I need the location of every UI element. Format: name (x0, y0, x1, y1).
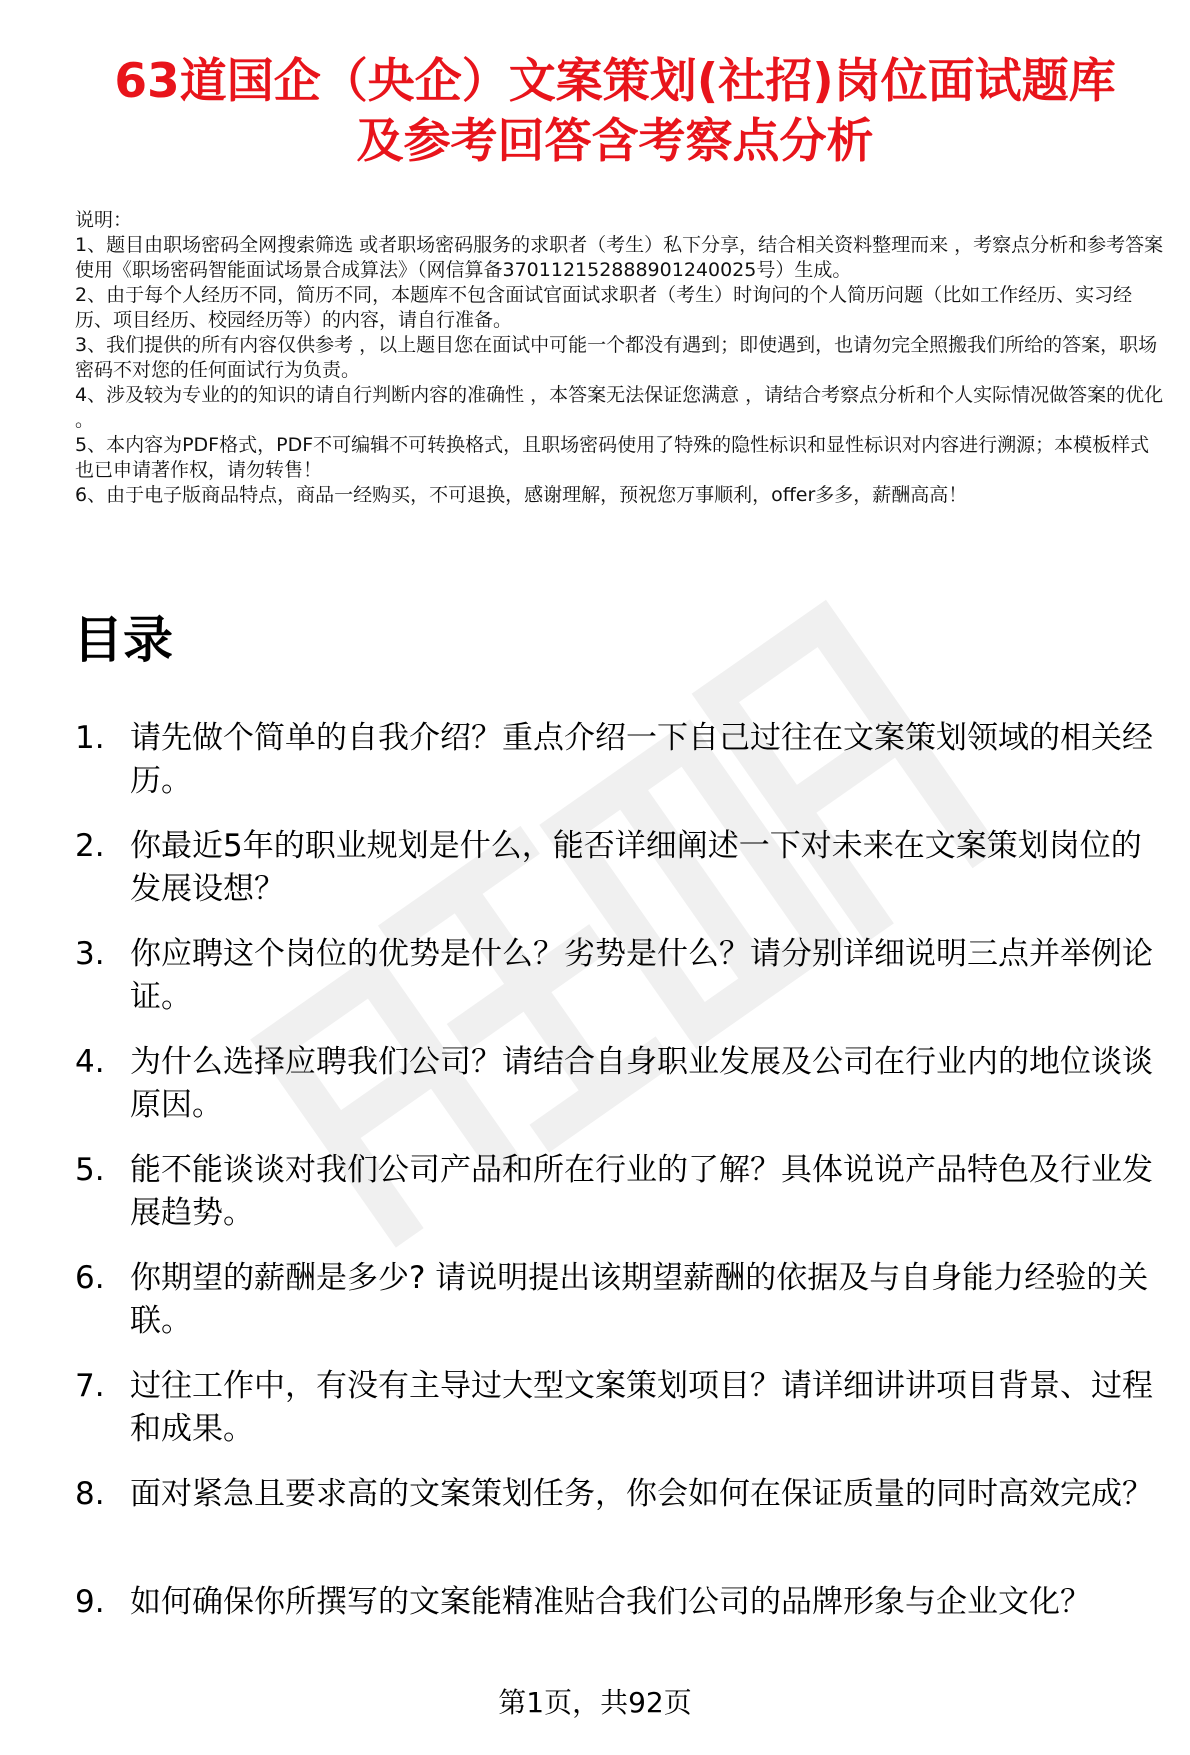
note-item: 2、由于每个人经历不同，简历不同，本题库不包含面试官面试求职者（考生）时询问的个人简历问题（比如工作经历、实习经历、项目经历、校园经历等）的内容，请自行准备。 (75, 284, 1133, 331)
notes-section (75, 208, 1165, 508)
toc-item-number: 9. (75, 1584, 105, 1620)
toc-item-text: 面对紧急且要求高的文案策划任务，你会如何在保证质量的同时高效完成？ (130, 1476, 1153, 1512)
toc-item-text: 你最近5年的职业规划是什么，能否详细阐述一下对未来在文案策划岗位的发展设想？ (130, 828, 1142, 907)
toc-item-number: 6. (75, 1260, 105, 1296)
toc-item[interactable] (75, 825, 1170, 933)
toc-item[interactable] (75, 1041, 1170, 1149)
note-item: 5、本内容为PDF格式，PDF不可编辑不可转换格式，且职场密码使用了特殊的隐性标识和显性标识对内容进行溯源；本模板样式也已申请著作权，请勿转售！ (75, 434, 1150, 481)
note-item: 4、涉及较为专业的的知识的请自行判断内容的准确性 ，本答案无法保证您满意 ，请结合考察点分析和个人实际情况做答案的优化 。 (75, 384, 1164, 431)
toc-item-text: 能不能谈谈对我们公司产品和所在行业的了解？具体说说产品特色及行业发展趋势。 (130, 1152, 1153, 1231)
toc-item-number: 3. (75, 936, 105, 972)
toc-item[interactable] (75, 1365, 1170, 1473)
title-line-1: 63道国企（央企）文案策划(社招)岗位面试题库 (114, 54, 1116, 109)
toc-item-number: 5. (75, 1152, 105, 1188)
toc-item-number: 8. (75, 1476, 105, 1512)
document-title (60, 52, 1170, 172)
toc-item[interactable] (75, 1257, 1170, 1365)
title-line-2: 及参考回答含考察点分析 (356, 114, 874, 169)
toc-item[interactable] (75, 717, 1170, 825)
toc-item[interactable] (75, 1473, 1170, 1581)
note-item: 3、我们提供的所有内容仅供参考 ，以上题目您在面试中可能一个都没有遇到；即使遇到，也请勿完全照搬我们所给的答案，职场密码不对您的任何面试行为负责。 (75, 334, 1158, 381)
toc-item-number: 2. (75, 828, 105, 864)
page-number-footer: 第1页，共92页 (498, 1686, 692, 1719)
toc-item-text: 你期望的薪酬是多少? 请说明提出该期望薪酬的依据及与自身能力经验的关联。 (130, 1260, 1149, 1339)
note-item: 6、由于电子版商品特点，商品一经购买，不可退换，感谢理解，预祝您万事顺利，offer多多，薪酬高高！ (75, 484, 968, 506)
toc-item[interactable] (75, 933, 1170, 1041)
toc-item-text: 为什么选择应聘我们公司？请结合自身职业发展及公司在行业内的地位谈谈原因。 (130, 1044, 1153, 1123)
toc-list (75, 717, 1170, 1689)
notes-heading: 说明： (75, 209, 133, 231)
toc-heading: 目录 (73, 611, 173, 669)
toc-item-text: 你应聘这个岗位的优势是什么？劣势是什么？请分别详细说明三点并举例论证。 (130, 936, 1153, 1015)
toc-item-text: 如何确保你所撰写的文案能精准贴合我们公司的品牌形象与企业文化？ (130, 1584, 1091, 1620)
toc-item-number: 7. (75, 1368, 105, 1404)
toc-item[interactable] (75, 1581, 1170, 1689)
toc-item-text: 过往工作中，有没有主导过大型文案策划项目？请详细讲讲项目背景、过程和成果。 (130, 1368, 1153, 1447)
toc-item-number: 4. (75, 1044, 105, 1080)
toc-item[interactable] (75, 1149, 1170, 1257)
note-item: 1、题目由职场密码全网搜索筛选 或者职场密码服务的求职者（考生）私下分享，结合相关资料整理而来 ，考察点分析和参考答案使用《职场密码智能面试场景合成算法》（网信算备370112152888901240025号）生成。 (75, 234, 1164, 281)
toc-item-text: 请先做个简单的自我介绍？重点介绍一下自己过往在文案策划领域的相关经历。 (130, 720, 1153, 799)
toc-item-number: 1. (75, 720, 105, 756)
